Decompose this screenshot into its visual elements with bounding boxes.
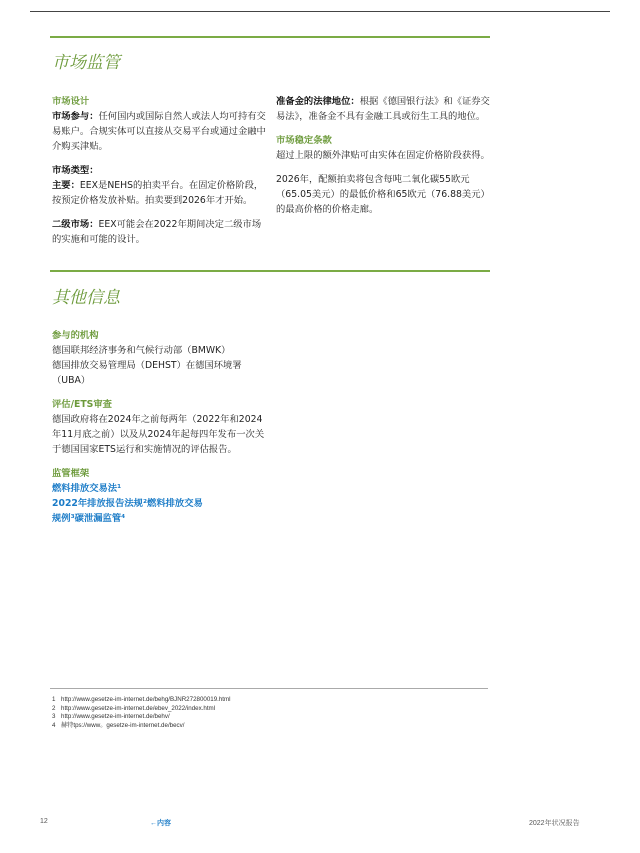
- footnote: 1 http://www.gesetze-im-internet.de/behg/BJNR272800019.html: [52, 696, 231, 703]
- top-rule: [30, 11, 610, 12]
- contents-link[interactable]: ←内容: [150, 820, 171, 827]
- market-types-heading: 市场类型：: [52, 165, 99, 176]
- footnote-url[interactable]: http://www.gesetze-im-internet.de/ebev_2022/index.html: [61, 704, 216, 712]
- framework-link-3[interactable]: 规例³碳泄漏监管⁴: [52, 513, 126, 524]
- framework-link-1[interactable]: 燃料排放交易法¹: [52, 483, 122, 494]
- secondary-paragraph: [52, 217, 268, 247]
- stability-text: 超过上限的额外津贴可由实体在固定价格阶段获得。: [276, 150, 490, 161]
- footnote-url[interactable]: http://www.gesetze-im-internet.de/behv/: [61, 713, 170, 721]
- primary-label: 主要：: [52, 180, 80, 191]
- footnote: 4 赫特tps://www。gesetze-im-internet.de/becv/: [52, 721, 185, 729]
- primary-paragraph: [52, 178, 268, 208]
- right-column: [276, 94, 490, 217]
- stability-heading: 市场稳定条款: [276, 135, 332, 146]
- reserve-paragraph: [276, 94, 490, 124]
- section-title-market-oversight: 市场监管: [52, 53, 120, 73]
- section-title-other-info: 其他信息: [52, 288, 120, 308]
- framework-link-2[interactable]: 2022年排放报告法规²燃料排放交易: [52, 498, 203, 509]
- page-number: 12: [40, 818, 48, 825]
- footnote-url[interactable]: 赫特tps://www。gesetze-im-internet.de/becv/: [61, 721, 185, 729]
- secondary-label: 二级市场：: [52, 219, 99, 230]
- participation-text: 任何国内或国际自然人或法人均可持有交易账户。合规实体可以直接从交易平台或通过金融中介购买津贴。: [52, 111, 266, 152]
- footnote-url[interactable]: http://www.gesetze-im-internet.de/behg/BJNR272800019.html: [61, 696, 231, 703]
- report-title: 2022年状况报告: [529, 820, 580, 827]
- secondary-text: EEX可能会在2022年期间决定二级市场的实施和可能的设计。: [52, 219, 262, 245]
- section-divider: [50, 270, 490, 272]
- footnote: 3 http://www.gesetze-im-internet.de/behv/: [52, 713, 170, 721]
- framework-heading: 监管框架: [52, 468, 90, 479]
- participation-paragraph: [52, 109, 268, 154]
- review-text: 德国政府将在2024年之前每两年（2022年和2024年11月底之前）以及从2024年起每四年发布一次关于德国国家ETS运行和实施情况的评估报告。: [52, 414, 265, 455]
- other-info-column: [52, 328, 270, 526]
- institutions-heading: 参与的机构: [52, 330, 99, 341]
- participation-label: 市场参与：: [52, 111, 99, 122]
- footnote-divider: [50, 688, 488, 689]
- footnotes: [52, 696, 231, 730]
- review-heading: 评估/ETS审查: [52, 399, 112, 410]
- left-column: [52, 94, 268, 247]
- institution-2: 德国排放交易管理局（DEHST）在德国环境署（UBA）: [52, 360, 242, 386]
- primary-text: EEX是NEHS的拍卖平台。在固定价格阶段，按预定价格发放补贴。拍卖要到2026年才开始。: [52, 180, 264, 206]
- market-design-heading: 市场设计: [52, 96, 90, 107]
- reserve-label: 准备金的法律地位：: [276, 96, 360, 107]
- institution-1: 德国联邦经济事务和气候行动部（BMWK）: [52, 345, 231, 356]
- section-divider: [50, 36, 490, 38]
- reserve-text: 根据《德国银行法》和《证券交易法》，准备金不具有金融工具或衍生工具的地位。: [276, 96, 490, 122]
- price-corridor-text: 2026年，配额拍卖将包含每吨二氧化碳55欧元（65.05美元）的最低价格和65欧元（76.88美元）的最高价格的价格走廊。: [276, 174, 490, 215]
- footnote: 2 http://www.gesetze-im-internet.de/ebev_2022/index.html: [52, 704, 216, 712]
